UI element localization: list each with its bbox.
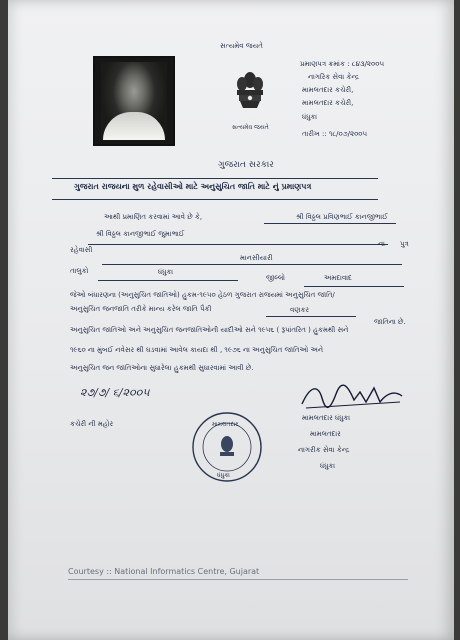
certificate-date: તારીખ :: ૧૮/૦૭/૨૦૦૫	[302, 130, 368, 138]
handwritten-date: ૨૭/૭/ ૬/૨૦૦૫	[80, 386, 150, 399]
body-line-3: અનુસુચિત જાતિઓ અને અનુસુચિત જનજાતિઓની યાદીઓ સને ૧૯૫૬ ( રૂપાંતરિત ) હુકમથી સને	[70, 326, 349, 334]
courtesy-footer: Courtesy :: National Informatics Centre, Gujarat	[68, 567, 260, 576]
taluka-value: ધંધુકા	[158, 268, 174, 276]
applicant-name: શ્રી વિઠ્ઠલ કાનજીભાઈ જુમાભાઈ	[96, 230, 185, 238]
officer-place: ધંધુકા	[320, 462, 336, 470]
label-taluka: તાલુકો	[70, 267, 89, 275]
label-of: ના	[378, 240, 385, 248]
signature-caption: મામલતદાર ધંધુકા	[302, 414, 351, 422]
label-resident: રહેવાસી	[70, 246, 93, 254]
officer-signature	[296, 380, 406, 414]
label-son: પુત્ર	[400, 240, 409, 248]
officer-office: નાગરીક સેવા કેન્દ્ર	[298, 446, 350, 454]
body-line-4: ૧૯૬૦ ના મુંબઈ નવેસર થી ઘડવામાં આવેલ કાયદા થી , ૧૯૭૬ ના અનુસુચિત જાતિઓ અને	[70, 346, 324, 354]
certificate-number: પ્રમાણપત્ર ક્રમાંક : ૮૪૩/૨૦૦૫	[300, 60, 385, 68]
seal-bottom-text: ધંધુકા	[217, 472, 230, 479]
caste-value: વણકર	[290, 306, 310, 314]
office-line-1: નાગરિક સેવા કેન્દ્ર	[308, 73, 359, 81]
government-title: ગુજરાત સરકાર	[218, 160, 274, 170]
national-emblem-icon	[230, 68, 270, 124]
certificate-page	[8, 0, 454, 640]
office-seal-label: કચેરી ની મહોર	[70, 420, 114, 428]
emblem-caption: સત્યમેવ જયતે	[232, 124, 269, 131]
certificate-heading: ગુજરાત રાજયના મુળ રહેવાસીઓ માટે અનુસુચિત જાતિ માટે નું પ્રમાણપત્ર	[74, 182, 312, 191]
motto-text: સત્યમેવ જયતે	[220, 42, 263, 50]
office-line-2: મામલતદાર કચેરી,	[302, 86, 354, 94]
label-district: જીલ્લો	[266, 274, 285, 282]
body-line-2b: જાતિના છે.	[374, 318, 406, 326]
seal-top-text: મામલતદાર	[212, 421, 239, 428]
applicant-photo	[93, 56, 175, 146]
body-line-5: અનુસુચિત જન જાતિઓના સુધારેલા હુકમથી સુધારવામાં આવી છે.	[70, 364, 254, 372]
district-value: અમદાવાદ	[324, 274, 352, 282]
certify-name: શ્રી વિઠ્ઠલ પ્રવિણભાઈ કાનજીભાઈ	[296, 213, 388, 221]
certify-text: આથી પ્રમાણિત કરવામાં આવે છે કે,	[104, 213, 203, 221]
body-line-2a: અનુસુચિત જનજાતિ તરીકે માન્ય કરેલ જાતિ પૈકી	[70, 305, 212, 313]
body-line-1: જેઓ બંધારણના (અનુસુચિત જાતિઓ) હુકમ-૧૯૫૦ હેઠળ ગુજરાત રાજયમાં અનુસુચિત જાતિ/	[70, 291, 335, 299]
resident-value: માનસીયારી	[240, 254, 273, 262]
footer-divider	[68, 579, 408, 580]
office-line-4: ધંધુકા	[302, 113, 318, 121]
officer-title: મામલતદાર	[310, 430, 341, 438]
office-line-3: મામલતદાર કચેરી,	[302, 99, 354, 107]
